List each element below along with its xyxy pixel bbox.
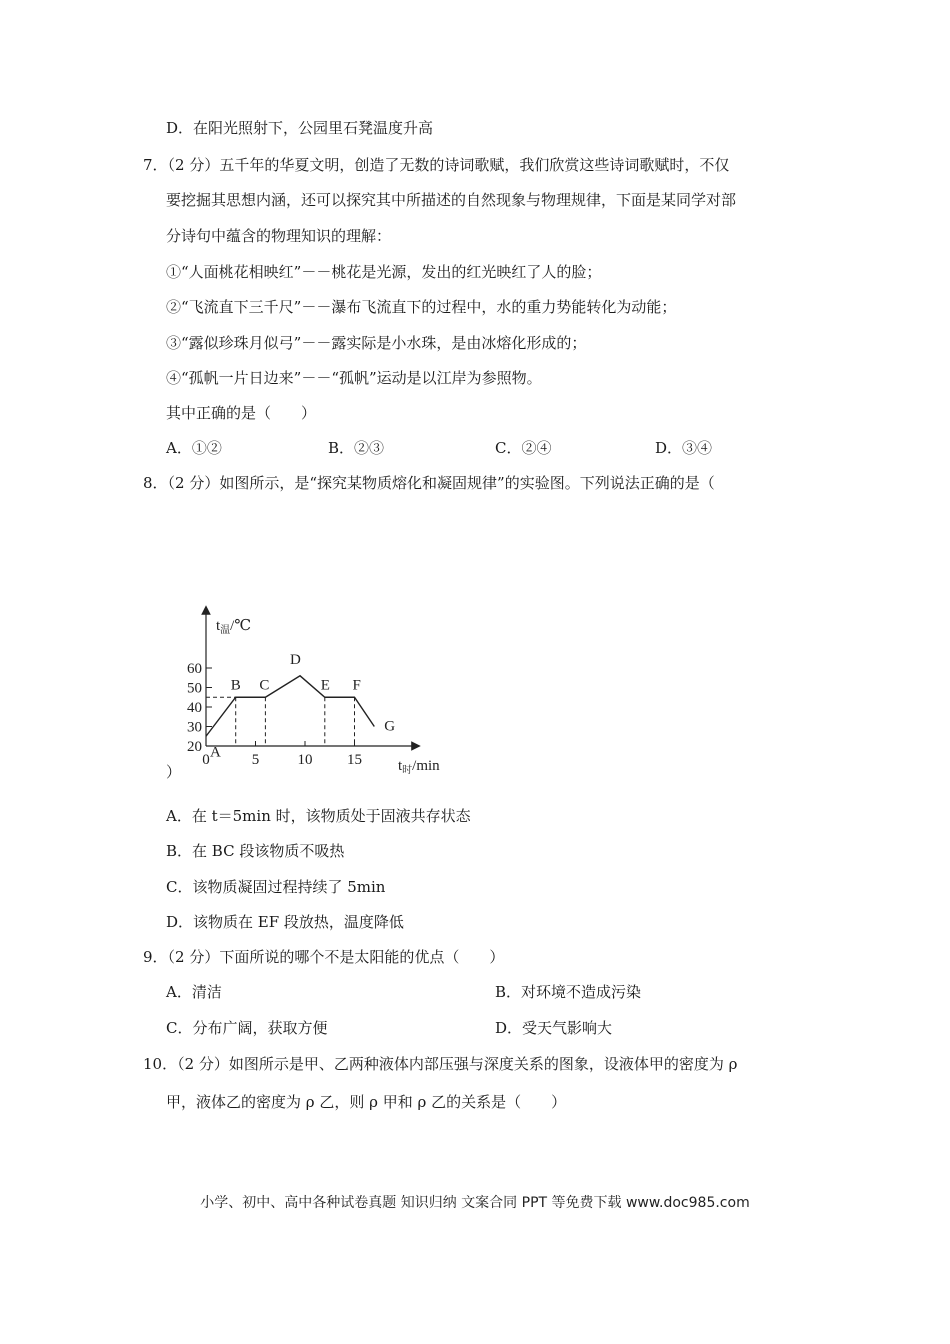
melting-curve-chart (180, 600, 440, 780)
q7-stem-line-3: 分诗句中蕴含的物理知识的理解： (166, 227, 392, 245)
q8-option-a: A．在 t＝5min 时，该物质处于固液共存状态 (166, 807, 471, 825)
q9-option-c: C．分布广阔，获取方便 (166, 1019, 328, 1037)
q7-item-4: ④“孤帆一片日边来”－－“孤帆”运动是以江岸为参照物。 (166, 369, 542, 387)
page-footer: 小学、初中、高中各种试卷真题 知识归纳 文案合同 PPT 等免费下载 www.doc985.com (200, 1195, 750, 1211)
q7-option-d: D．③④ (655, 439, 713, 457)
q9-option-d: D．受天气影响大 (495, 1019, 613, 1037)
q8-option-b: B．在 BC 段该物质不吸热 (166, 842, 345, 860)
q7-stem-line-1: 7．（2 分）五千年的华夏文明，创造了无数的诗词歌赋，我们欣赏这些诗词歌赋时，不仅 (143, 156, 730, 174)
q7-option-b: B．②③ (328, 439, 385, 457)
point-label-f: F (352, 677, 361, 694)
y-tick-label: 60 (187, 661, 202, 677)
q10-stem-line-2: 甲，液体乙的密度为 ρ 乙，则 ρ 甲和 ρ 乙的关系是（ ） (166, 1093, 567, 1111)
y-tick-label: 20 (187, 739, 202, 755)
q7-option-a: A．①② (166, 439, 222, 457)
y-tick-label: 40 (187, 700, 202, 716)
q9-option-b: B．对环境不造成污染 (495, 983, 642, 1001)
q8-close-paren: ） (166, 763, 182, 781)
q7-item-1: ①“人面桃花相映红”－－桃花是光源，发出的红光映红了人的脸； (166, 263, 602, 281)
point-label-g: G (384, 718, 396, 735)
q7-item-3: ③“露似珍珠月似弓”－－露实际是小水珠，是由冰熔化形成的； (166, 334, 587, 352)
q7-item-2: ②“飞流直下三千尺”－－瀑布飞流直下的过程中，水的重力势能转化为动能； (166, 298, 677, 316)
q7-stem-line-2: 要挖掘其思想内涵，还可以探究其中所描述的自然现象与物理规律，下面是某同学对部 (166, 191, 737, 209)
q8-option-c: C．该物质凝固过程持续了 5min (166, 878, 386, 896)
point-label-e: E (320, 677, 330, 694)
q7-ask: 其中正确的是（ ） (166, 404, 317, 422)
point-label-d: D (290, 651, 301, 668)
y-axis-label: $t_温/℃$ (216, 618, 252, 636)
x-axis-label: $t_时/\min$ (398, 758, 440, 776)
x-tick-label: 15 (347, 752, 362, 768)
q7-option-c: C．②④ (495, 439, 552, 457)
q8-option-d: D．该物质在 EF 段放热，温度降低 (166, 913, 404, 931)
point-label-b: B (230, 677, 241, 694)
q6-option-d: D．在阳光照射下，公园里石凳温度升高 (166, 119, 434, 137)
q8-stem: 8．（2 分）如图所示，是“探究某物质熔化和凝固规律”的实验图。下列说法正确的是（ (143, 474, 715, 492)
y-tick-label: 50 (187, 680, 202, 697)
q9-stem: 9．（2 分）下面所说的哪个不是太阳能的优点（ ） (143, 948, 505, 966)
point-label-c: C (259, 677, 270, 694)
x-tick-label: 0 (202, 752, 210, 768)
x-tick-label: 10 (297, 752, 313, 768)
point-label-a: A (210, 744, 221, 761)
q9-option-a: A．清洁 (166, 983, 222, 1001)
q10-stem-line-1: 10．（2 分）如图所示是甲、乙两种液体内部压强与深度关系的图象，设液体甲的密度为 ρ (143, 1055, 738, 1073)
y-tick-label: 30 (187, 719, 202, 736)
x-tick-label: 5 (251, 752, 260, 768)
